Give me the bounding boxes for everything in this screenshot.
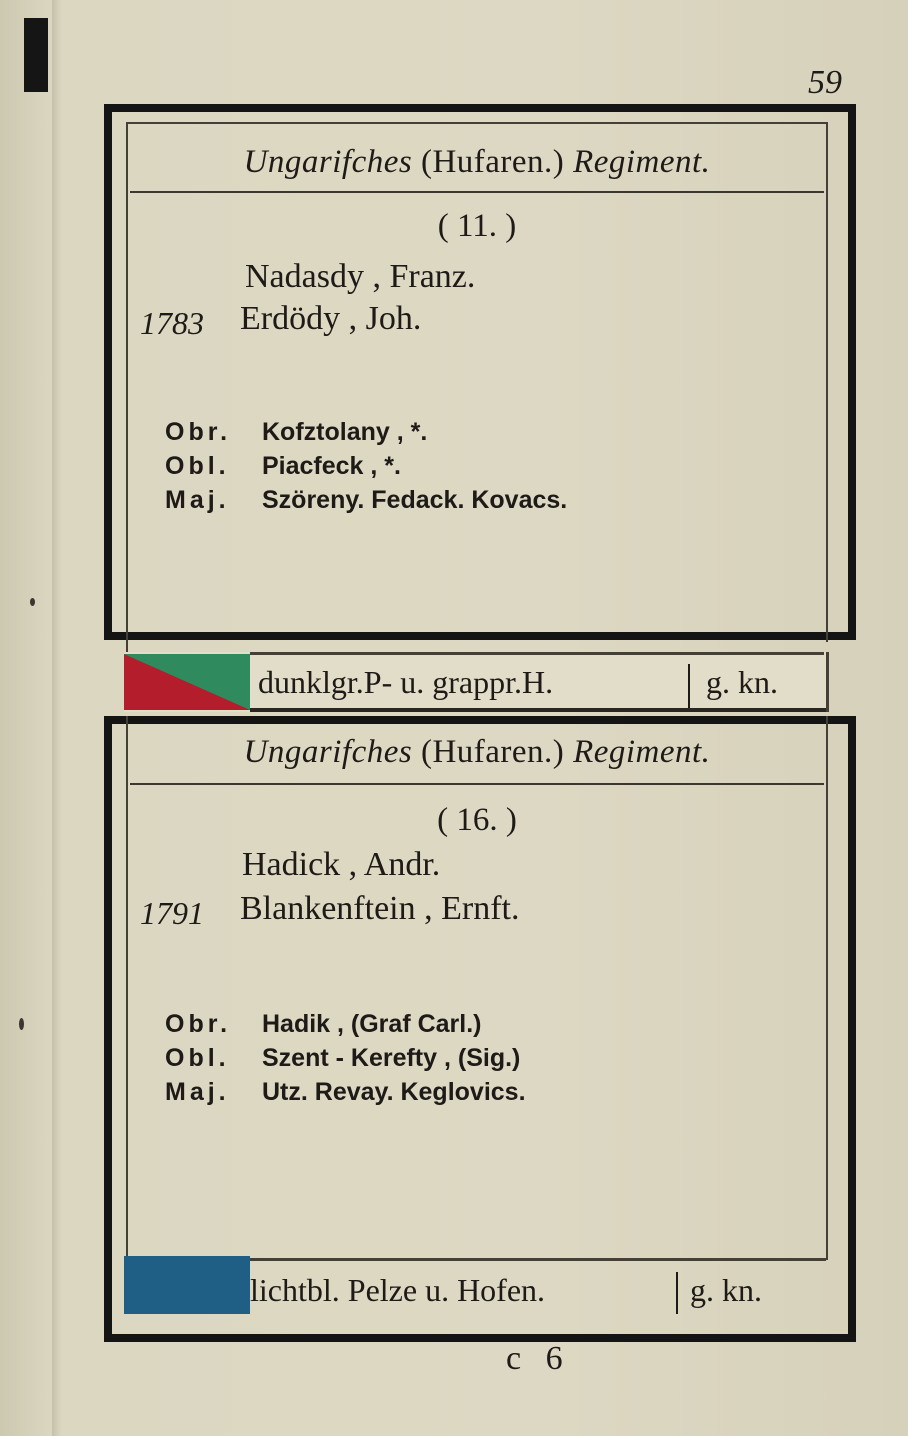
uniform-separator — [676, 1272, 678, 1314]
uniform-description: lichtbl. Pelze u. Hofen. — [250, 1272, 546, 1308]
inner-frame-right — [826, 716, 828, 1260]
uniform-band-top-rule — [250, 652, 824, 655]
title-divider — [130, 783, 824, 785]
title-plain: (Hufaren.) — [420, 734, 565, 770]
regiment-number: ( 11. ) — [437, 208, 517, 244]
owner-name: Hadick , Andr. — [242, 846, 441, 883]
uniform-band-top-rule — [250, 1258, 826, 1261]
officer-rank: Obl. — [165, 452, 230, 480]
officer-names: Szent - Kerefty , (Sig.) — [262, 1044, 521, 1072]
officer-row — [165, 1010, 482, 1039]
inner-frame-top — [126, 122, 828, 124]
margin-speck — [19, 1018, 24, 1030]
uniform-band-bottom-rule — [250, 708, 828, 712]
inner-frame-right — [826, 122, 828, 642]
inner-frame-left — [126, 716, 128, 1260]
title-plain: (Hufaren.) — [420, 144, 565, 180]
uniform-color-swatch — [124, 1256, 250, 1314]
margin-speck — [30, 598, 35, 606]
swatch-red-green — [124, 654, 250, 710]
binding-mark — [24, 18, 48, 92]
button-description: g. kn. — [690, 1272, 762, 1308]
swatch-light-blue — [124, 1256, 250, 1314]
officer-rank: Obr. — [165, 418, 232, 446]
button-description: g. kn. — [706, 664, 778, 700]
officer-names: Hadik , (Graf Carl.) — [262, 1010, 482, 1038]
owner-name: Blankenftein , Ernft. — [240, 890, 520, 927]
officer-rank: Maj. — [165, 486, 230, 514]
title-divider — [130, 191, 824, 193]
officer-row — [165, 486, 567, 515]
officer-row — [165, 452, 401, 481]
regiment-title — [130, 144, 824, 181]
inner-frame-left — [126, 122, 128, 652]
uniform-band-right-rule — [826, 652, 829, 712]
officer-names: Piacfeck , *. — [262, 452, 401, 480]
officer-rank: Obr. — [165, 1010, 232, 1038]
title-italic-right: Regiment. — [573, 144, 711, 180]
uniform-description: dunklgr.P- u. grappr.H. — [258, 664, 554, 700]
regiment-frame — [104, 104, 856, 640]
owner-name: Erdödy , Joh. — [240, 300, 422, 337]
signature-mark: c 6 — [506, 1340, 571, 1377]
regiment-title — [130, 734, 824, 771]
officer-rank: Maj. — [165, 1078, 230, 1106]
officer-names: Kofztolany , *. — [262, 418, 428, 446]
regiment-number: ( 16. ) — [437, 802, 517, 838]
owner-name: Nadasdy , Franz. — [245, 258, 476, 295]
officer-names: Szöreny. Fedack. Kovacs. — [262, 486, 568, 514]
owner-year: 1783 — [140, 305, 204, 341]
page-number: 59 — [808, 64, 842, 101]
officer-row — [165, 1044, 520, 1073]
uniform-separator — [688, 664, 690, 708]
owner-year: 1791 — [140, 895, 204, 931]
title-italic-left: Ungarifches — [243, 144, 413, 180]
title-italic-right: Regiment. — [573, 734, 711, 770]
officer-names: Utz. Revay. Keglovics. — [262, 1078, 526, 1106]
page-gutter-shadow — [52, 0, 62, 1436]
officer-row — [165, 418, 427, 447]
uniform-color-swatch — [124, 654, 250, 710]
officer-rank: Obl. — [165, 1044, 230, 1072]
swatch-blue — [124, 1256, 250, 1314]
officer-row — [165, 1078, 526, 1107]
title-italic-left: Ungarifches — [243, 734, 413, 770]
